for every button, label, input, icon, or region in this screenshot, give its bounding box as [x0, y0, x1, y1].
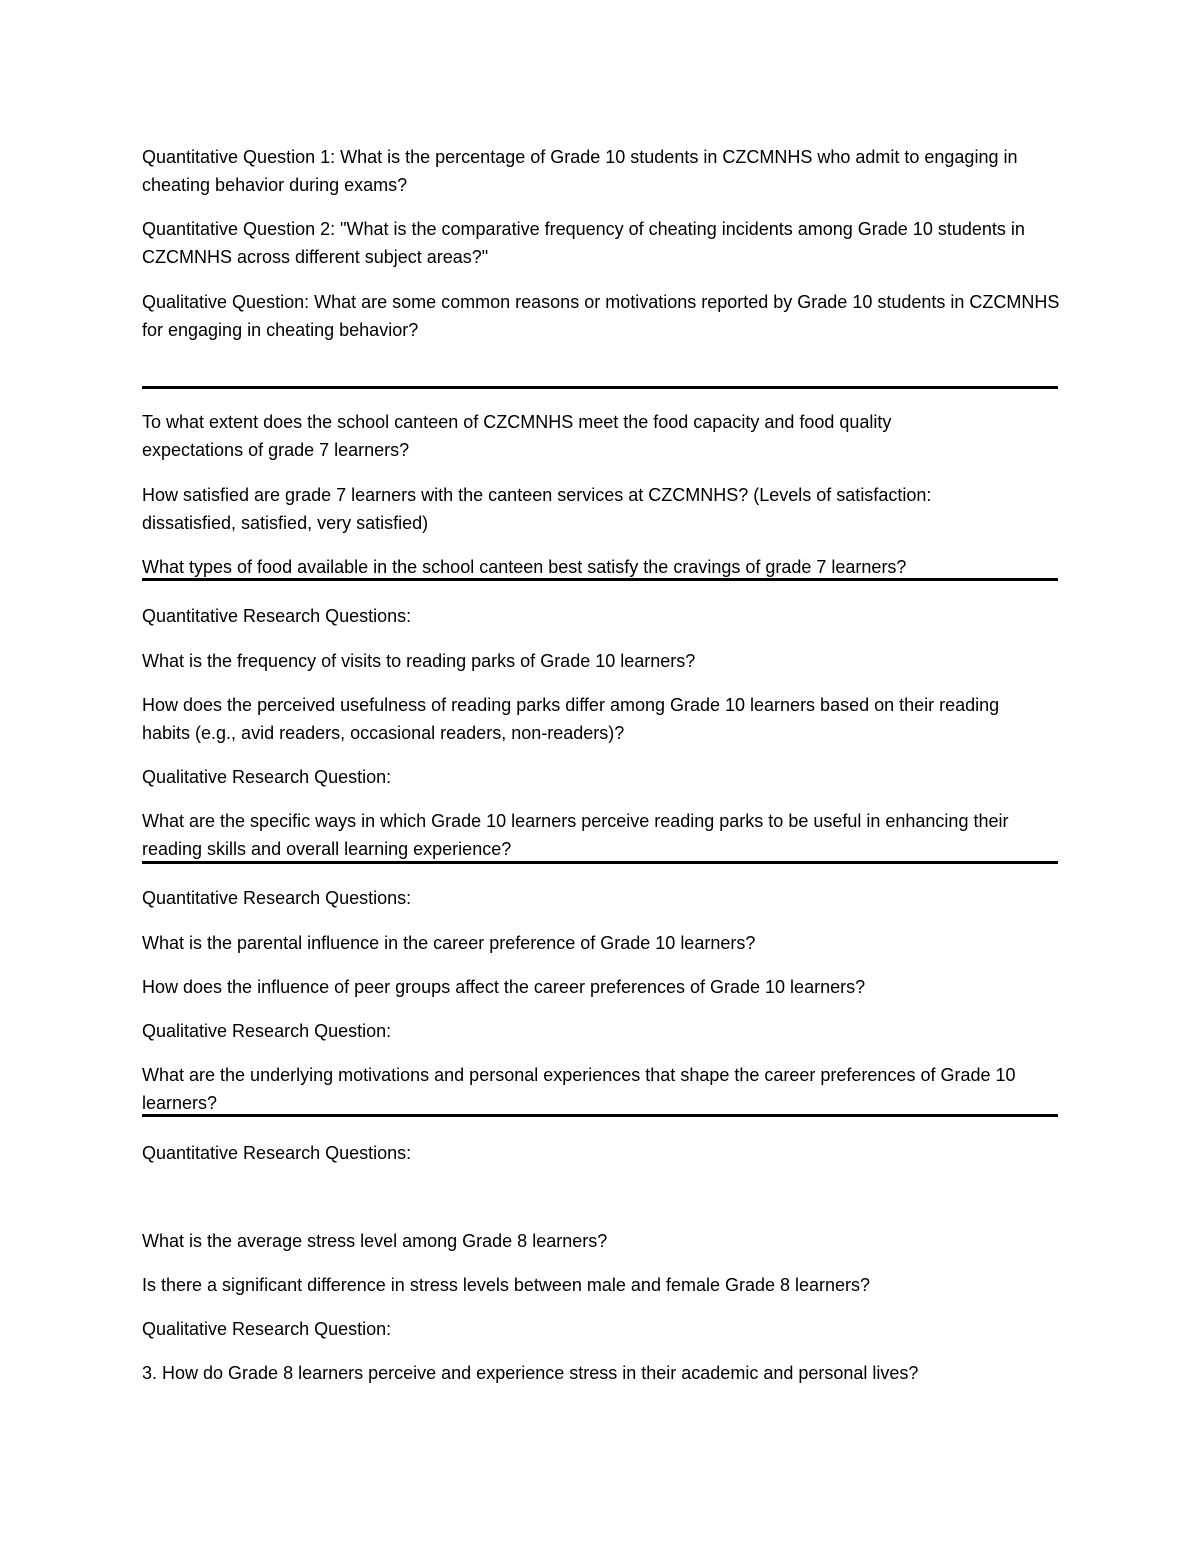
paragraph-stress-q2: Is there a significant difference in stress levels between male and female Grade 8 learners?	[142, 1275, 871, 1295]
paragraph-stress-q1: What is the average stress level among Grade 8 learners?	[142, 1231, 608, 1251]
paragraph-cheating-q2: Quantitative Question 2: "What is the comparative frequency of cheating incidents among Grade 10 students in CZCMNHS across different subject areas?"	[142, 219, 1025, 267]
paragraph-empty	[142, 1183, 1060, 1211]
paragraph-reading-quant-heading: Quantitative Research Questions:	[142, 606, 412, 626]
paragraph-stress-qual-heading: Qualitative Research Question:	[142, 1319, 392, 1339]
section-divider	[142, 386, 1058, 389]
paragraph-canteen-q1: To what extent does the school canteen of CZCMNHS meet the food capacity and food quality expectations of grade 7 learners?	[142, 412, 892, 460]
section-divider	[142, 1114, 1058, 1117]
paragraph-stress-quant-heading: Quantitative Research Questions:	[142, 1143, 412, 1163]
paragraph-reading-qualitative: What are the specific ways in which Grade 10 learners perceive reading parks to be useful in enhancing their reading skills and overall learning experience?	[142, 811, 1009, 859]
paragraph-stress-qualitative: 3. How do Grade 8 learners perceive and experience stress in their academic and personal lives?	[142, 1363, 919, 1383]
section-divider	[142, 861, 1058, 864]
paragraph-cheating-q1: Quantitative Question 1: What is the percentage of Grade 10 students in CZCMNHS who admit to engaging in cheating behavior during exams?	[142, 147, 1018, 195]
paragraph-canteen-q2: How satisfied are grade 7 learners with the canteen services at CZCMNHS? (Levels of satisfaction: dissatisfied, satisfied, very satisfied)	[142, 485, 932, 533]
paragraph-career-quant-heading: Quantitative Research Questions:	[142, 888, 412, 908]
paragraph-career-q2: How does the influence of peer groups affect the career preferences of Grade 10 learners?	[142, 977, 866, 997]
paragraph-reading-qual-heading: Qualitative Research Question:	[142, 767, 392, 787]
paragraph-career-qualitative: What are the underlying motivations and personal experiences that shape the career preferences of Grade 10 learners?	[142, 1065, 1016, 1113]
paragraph-career-q1: What is the parental influence in the career preference of Grade 10 learners?	[142, 933, 756, 953]
paragraph-reading-q1: What is the frequency of visits to reading parks of Grade 10 learners?	[142, 651, 696, 671]
paragraph-cheating-qualitative: Qualitative Question: What are some common reasons or motivations reported by Grade 10 students in CZCMNHS for engaging in cheating behavior?	[142, 292, 1060, 340]
paragraph-reading-q2: How does the perceived usefulness of reading parks differ among Grade 10 learners based on their reading habits (e.g., avid readers, occasional readers, non-readers)?	[142, 695, 1000, 743]
section-divider	[142, 578, 1058, 581]
paragraph-career-qual-heading: Qualitative Research Question:	[142, 1021, 392, 1041]
paragraph-canteen-q3: What types of food available in the school canteen best satisfy the cravings of grade 7 learners?	[142, 557, 907, 577]
